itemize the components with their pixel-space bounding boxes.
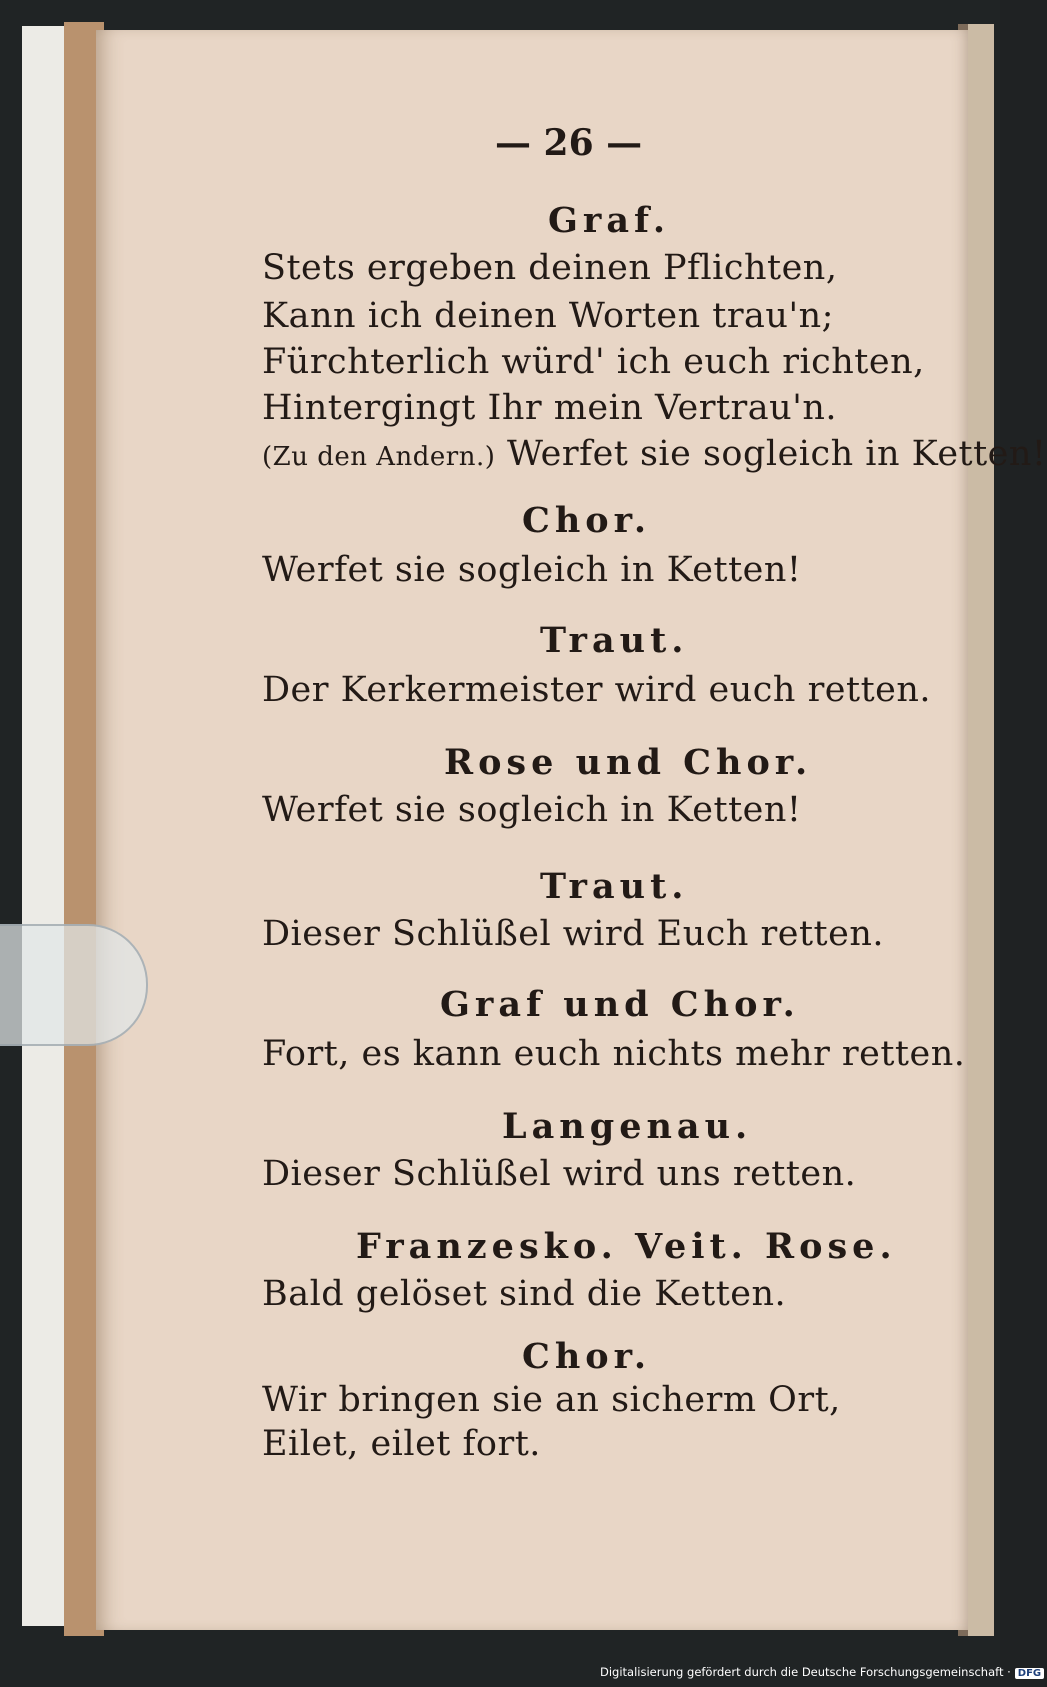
verse-line: Fort, es kann euch nichts mehr retten.	[262, 1034, 966, 1074]
speaker-rose-und-chor: Rose und Chor.	[444, 742, 813, 783]
speaker-traut: Traut.	[540, 866, 689, 907]
speaker-traut: Traut.	[540, 620, 689, 661]
speaker-graf: Graf.	[548, 200, 671, 241]
verse-line: Fürchterlich würd' ich euch richten,	[262, 342, 925, 382]
page-number: — 26 —	[495, 122, 643, 164]
dfg-logo: DFG	[1015, 1668, 1044, 1679]
verse-line: Bald gelöset sind die Ketten.	[262, 1274, 787, 1314]
verse-line: Werfet sie sogleich in Ketten!	[507, 434, 1047, 474]
speaker-langenau: Langenau.	[502, 1106, 753, 1147]
verse-line: Wir bringen sie an sicherm Ort,	[262, 1380, 841, 1420]
verse-line: Werfet sie sogleich in Ketten!	[262, 790, 802, 830]
stage-direction-line	[262, 434, 1047, 474]
speaker-chor: Chor.	[522, 500, 652, 541]
verse-line: Eilet, eilet fort.	[262, 1424, 541, 1464]
verse-line: Dieser Schlüßel wird uns retten.	[262, 1154, 857, 1194]
speaker-chor: Chor.	[522, 1336, 652, 1377]
verse-line: Kann ich deinen Worten trau'n;	[262, 296, 834, 336]
verse-line: Hintergingt Ihr mein Vertrau'n.	[262, 388, 837, 428]
speaker-franzesko-veit-rose: Franzesko. Veit. Rose.	[356, 1226, 897, 1267]
verse-line: Werfet sie sogleich in Ketten!	[262, 550, 802, 590]
stage-direction: (Zu den Andern.)	[262, 442, 496, 472]
verse-line: Stets ergeben deinen Pflichten,	[262, 248, 838, 288]
speaker-graf-und-chor: Graf und Chor.	[440, 984, 800, 1025]
verse-line: Dieser Schlüßel wird Euch retten.	[262, 914, 884, 954]
credit-text: Digitalisierung gefördert durch die Deutsche Forschungsgemeinschaft ·	[600, 1665, 1011, 1679]
digitization-credit	[600, 1665, 1042, 1685]
verse-line: Der Kerkermeister wird euch retten.	[262, 670, 932, 710]
